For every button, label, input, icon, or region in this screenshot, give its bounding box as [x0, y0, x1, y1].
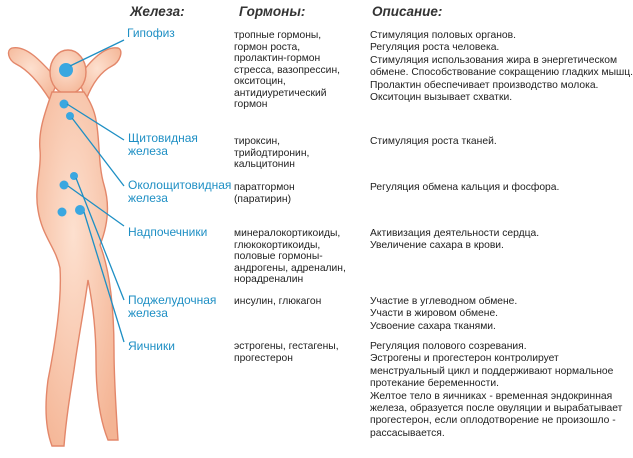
description-line: менструальный цикл и поддерживают нормальное — [370, 365, 614, 377]
hormone-line: трийодтиронин, — [234, 147, 310, 159]
gland-name: Околощитовидная — [128, 178, 232, 192]
hormone-line: глюкокортикоиды, — [234, 239, 321, 251]
hormone-line: эстрогены, гестагены, — [234, 341, 339, 352]
description-adrenal — [370, 228, 598, 253]
description-line: железа, образуется после овуляции и вырабатывает — [370, 403, 623, 415]
hormone-line: антидиуретический — [234, 87, 327, 99]
hormone-line: норадреналин — [234, 274, 304, 285]
description-line: обмене. Способствование сокращению гладких мышц. — [370, 67, 633, 79]
gland-thyroid — [128, 132, 198, 158]
hormone-line: кальцитонин — [234, 159, 295, 170]
description-line: Регуляция обмена кальция и фосфора. — [370, 182, 560, 193]
description-line: Стимуляция использования жира в энергетическом — [370, 54, 618, 66]
gland-ovaries — [128, 340, 175, 353]
hormones-pituitary — [234, 30, 354, 111]
hormone-line: тироксин, — [234, 136, 280, 147]
description-line: протекание беременности. — [370, 378, 499, 390]
header-description: Описание: — [372, 4, 443, 19]
description-line: рассасывается. — [370, 427, 445, 439]
hormone-line: паратгормон — [234, 182, 295, 193]
hormones-ovaries — [234, 341, 354, 364]
description-line: Участи в жировом обмене. — [370, 308, 499, 320]
hormone-line: окситоцин, — [234, 76, 286, 87]
description-ovaries — [370, 341, 623, 440]
description-line: Усвоение сахара тканями. — [370, 320, 496, 332]
description-line: Участие в углеводном обмене. — [370, 296, 518, 307]
hormones-parathyroid — [234, 182, 354, 205]
description-line: Окситоцин вызывает схватки. — [370, 92, 513, 104]
description-line: Активизация деятельности сердца. — [370, 228, 540, 239]
description-line: Стимуляция роста тканей. — [370, 136, 497, 147]
hormone-line: андрогены, адреналин, — [234, 262, 346, 274]
hormone-line: гормон — [234, 99, 268, 110]
gland-name: железа — [128, 191, 168, 205]
description-line: Регуляция роста человека. — [370, 42, 500, 54]
description-line: Пролактин обеспечивает производство молока. — [370, 79, 599, 91]
description-line: прогестерон, если оплодотворение не произошло - — [370, 415, 616, 427]
gland-name: Надпочечники — [128, 225, 208, 239]
hormones-adrenal — [234, 228, 354, 286]
gland-name: Щитовидная — [128, 131, 198, 145]
gland-name: железа — [128, 306, 168, 320]
parathyroid-lower-marker — [60, 181, 69, 190]
description-parathyroid — [370, 182, 598, 194]
description-line: Эстрогены и прогестерон контролирует — [370, 353, 559, 365]
hormone-line: гормон роста, — [234, 41, 301, 53]
gland-name: Гипофиз — [127, 26, 175, 40]
description-line: Увеличение сахара в крови. — [370, 240, 504, 252]
pancreas-marker — [58, 208, 67, 217]
gland-pancreas — [128, 294, 216, 320]
gland-name: Яичники — [128, 339, 175, 353]
hormone-line: пролактин-гормон — [234, 53, 321, 64]
hormone-line: прогестерон — [234, 352, 293, 364]
ovary-marker — [75, 205, 85, 215]
hormone-line: инсулин, глюкагон — [234, 296, 322, 307]
description-line: Стимуляция половых органов. — [370, 30, 516, 41]
description-line: Регуляция полового созревания. — [370, 341, 527, 352]
gland-parathyroid — [128, 179, 231, 205]
gland-name: Поджелудочная — [128, 293, 217, 307]
gland-adrenal — [128, 226, 207, 239]
hormones-thyroid — [234, 136, 354, 171]
hormone-line: половые гормоны- — [234, 251, 323, 262]
header-hormones: Гормоны: — [239, 4, 306, 19]
description-pituitary — [370, 30, 633, 104]
gland-name: железа — [128, 144, 168, 158]
description-thyroid — [370, 136, 598, 148]
gland-pituitary — [127, 27, 175, 40]
hormone-line: (паратирин) — [234, 193, 292, 205]
description-line: Желтое тело в яичниках - временная эндокринная — [370, 390, 613, 402]
description-pancreas — [370, 296, 598, 333]
hormone-line: стресса, вазопрессин, — [234, 64, 340, 76]
hormone-line: тропные гормоны, — [234, 30, 322, 41]
header-gland: Железа: — [130, 4, 185, 19]
hormones-pancreas — [234, 296, 354, 308]
hormone-line: минералокортикоиды, — [234, 228, 341, 239]
